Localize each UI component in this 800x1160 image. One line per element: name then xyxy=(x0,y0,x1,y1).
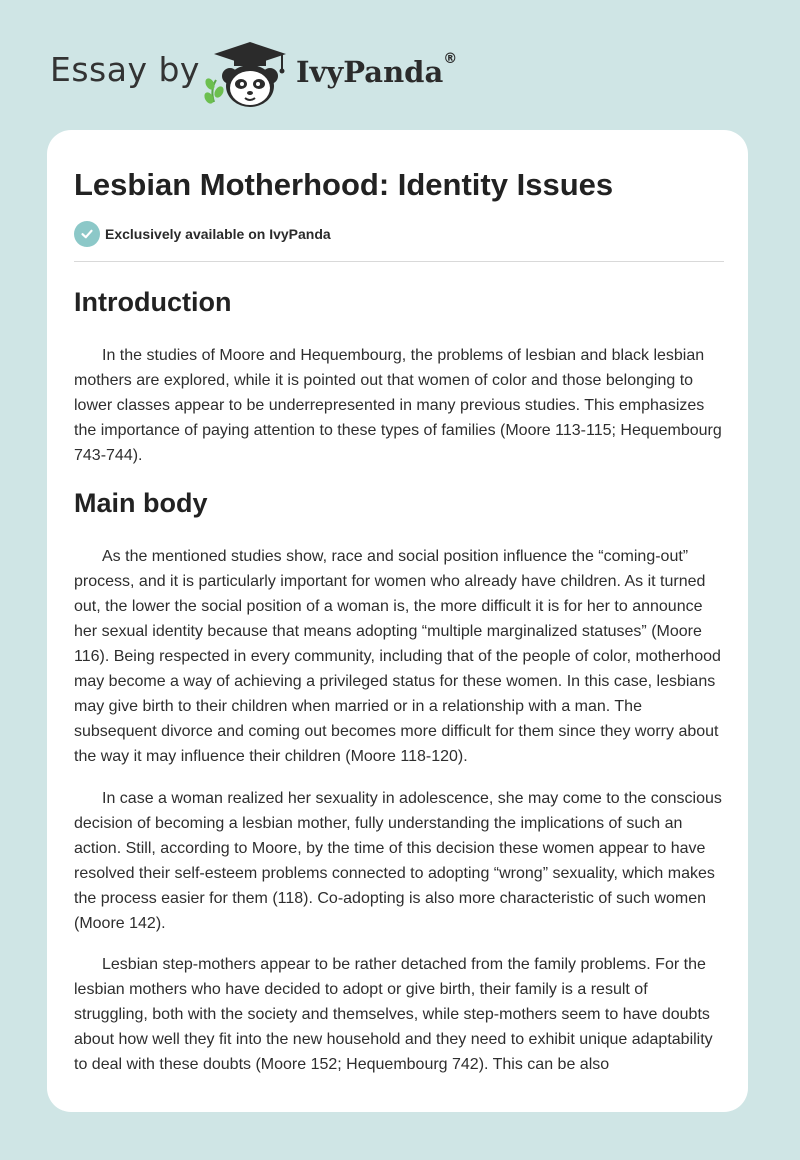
brand-name xyxy=(296,51,458,89)
panda-graduate-icon xyxy=(200,36,292,110)
paragraph-intro-1: In the studies of Moore and Hequembourg, the problems of lesbian and black lesbian mothers are explored, while it is pointed out that women of color and those belonging to lower classes appear to be underrepresented in many previous studies. This emphasizes the importance of paying attention to these types of families (Moore 113-115; Hequembourg 743-744). xyxy=(74,347,722,464)
divider xyxy=(74,261,724,262)
page-title: Lesbian Motherhood: Identity Issues xyxy=(74,167,614,202)
essay-by-label: Essay by xyxy=(50,50,200,89)
exclusive-label: Exclusively available on IvyPanda xyxy=(105,226,331,242)
essay-card xyxy=(47,130,748,1112)
paragraph-main-1: As the mentioned studies show, race and social position influence the “coming-out” process, and it is particularly important for women who already have children. As it turned out, the lower the social position of a woman is, the more difficult it is for her to announce her sexual identity because that means adopting “multiple marginalized statuses” (Moore 116). Being respected in every community, including that of the people of color, motherhood may become a way of achieving a privileged status for these women. In this case, lesbians may give birth to their children when married or in a relationship with a man. The subsequent divorce and coming out becomes more difficult for them since they worry about the way it may influence their children (Moore 118-120). xyxy=(74,548,721,765)
paragraph-main-3: Lesbian step-mothers appear to be rather detached from the family problems. For the lesbian mothers who have decided to adopt or give birth, their family is a result of struggling, both with the society and themselves, while step-mothers seem to have doubts about how well they fit into the new household and they need to exhibit unique adaptability to deal with these doubts (Moore 152; Hequembourg 742). This can be also xyxy=(74,956,713,1073)
exclusive-badge xyxy=(74,221,331,247)
site-header xyxy=(0,0,800,130)
section-heading-main-body: Main body xyxy=(74,488,208,518)
check-icon xyxy=(74,221,100,247)
section-heading-introduction: Introduction xyxy=(74,287,232,317)
brand-text: IvyPanda xyxy=(296,55,444,89)
paragraph-main-2: In case a woman realized her sexuality in adolescence, she may come to the conscious decision of becoming a lesbian mother, fully understanding the implications of such an action. Still, according to Moore, by the time of this decision these women appear to have resolved their self-esteem problems connected to adopting “wrong” sexuality, which makes the process easier for them (118). Co-adopting is also more characteristic of such women (Moore 142). xyxy=(74,790,722,932)
registered-mark: ® xyxy=(443,51,458,67)
